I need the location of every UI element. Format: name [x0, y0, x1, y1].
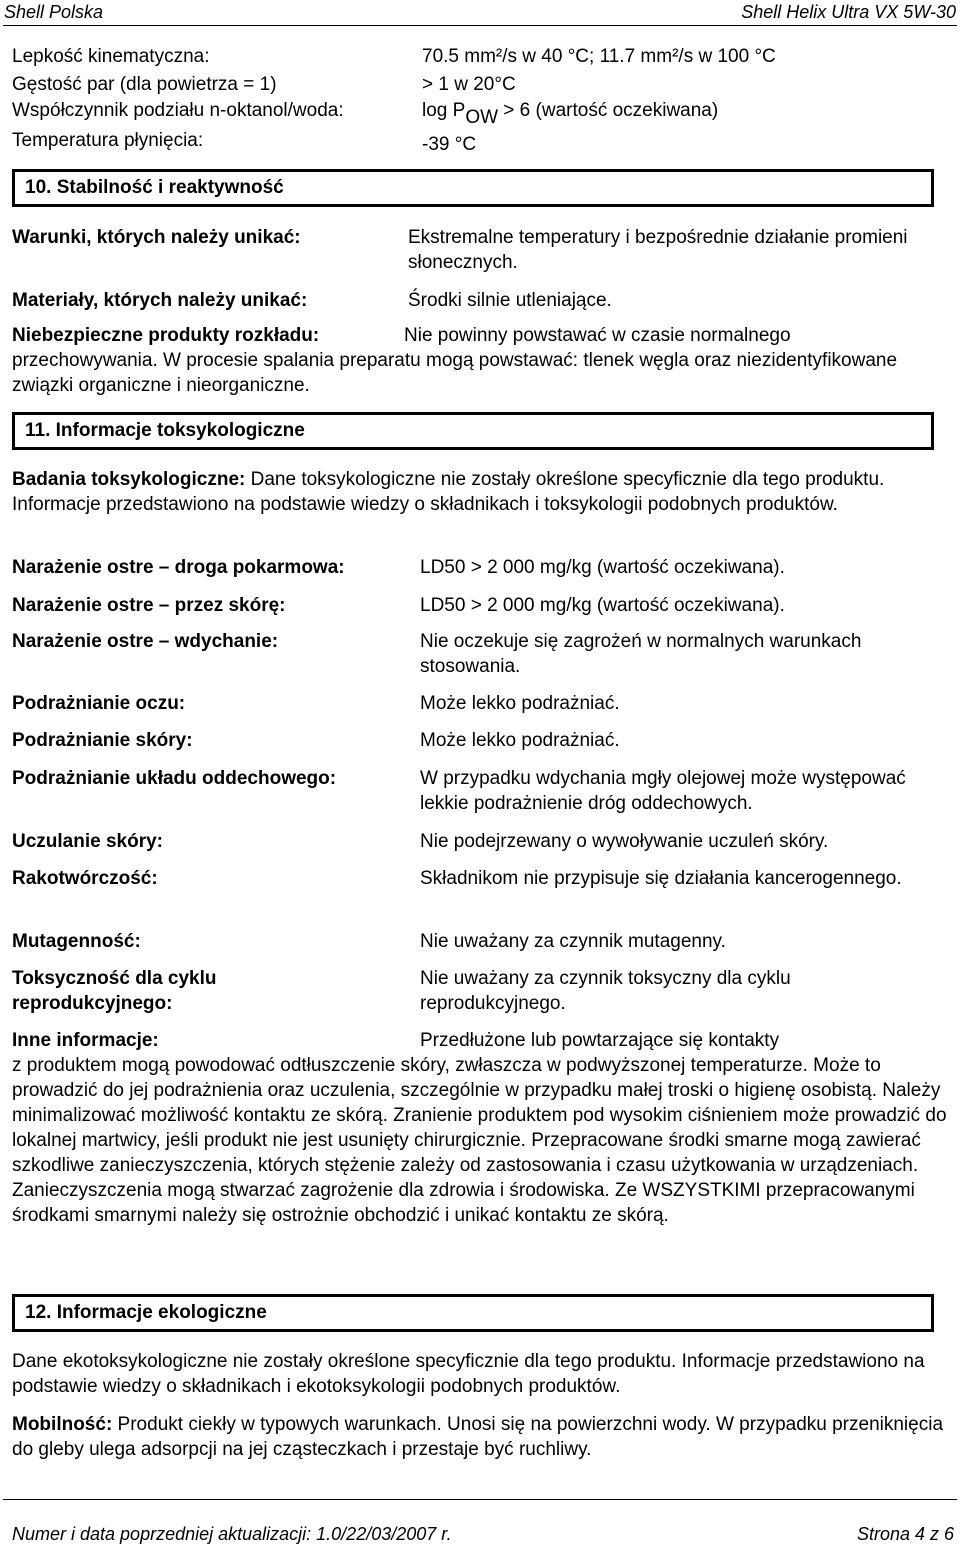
tox-label-mutagenicity: Mutagenność: [12, 931, 141, 952]
tox-studies-paragraph [12, 467, 952, 517]
page-footer [0, 1522, 960, 1546]
tox-value-mutagenicity: Nie uważany za czynnik mutagenny. [420, 931, 726, 952]
prop-value-viscosity: 70.5 mm²/s w 40 °C; 11.7 mm²/s w 100 °C [422, 46, 776, 67]
tox-label-skin: Podrażnianie skóry: [12, 730, 193, 751]
tox-value-reproductive: Nie uważany za czynnik toksyczny dla cyklu reprodukcyjnego. [420, 968, 791, 1014]
tox-studies-label: Badania toksykologiczne: [12, 469, 246, 490]
prop-label-partition: Współczynnik podziału n-oktanol/woda: [12, 100, 344, 121]
section-11-heading: 11. Informacje toksykologiczne [12, 412, 934, 450]
mobility-text: Produkt ciekły w typowych warunkach. Unosi się na powierzchni wody. W przypadku przeniknięcia do gleby ulega adsorpcji na jej cząsteczkach i przestaje być ruchliwy. [12, 1414, 944, 1460]
eco-intro-text: Dane ekotoksykologiczne nie zostały określone specyficznie dla tego produktu. Informacje przedstawiono na podstawie wiedzy o składnikach i ekotoksykologii podobnych produktów. [12, 1351, 925, 1397]
tox-label-sensitisation: Uczulanie skóry: [12, 831, 163, 852]
tox-value-dermal: LD50 > 2 000 mg/kg (wartość oczekiwana). [420, 595, 785, 616]
decomposition-label: Niebezpieczne produkty rozkładu: [12, 325, 320, 346]
tox-value-carcinogenicity: Składnikom nie przypisuje się działania kancerogennego. [420, 868, 902, 889]
decomposition-value-rest: przechowywania. W procesie spalania preparatu mogą powstawać: tlenek węgla oraz niezidentyfikowane związki organiczne i nieorganiczne. [12, 350, 898, 396]
footer-page-number: Strona 4 z 6 [856, 1524, 954, 1544]
tox-label-carcinogenicity: Rakotwórczość: [12, 868, 158, 889]
prop-value-pour-point: -39 °C [422, 134, 477, 155]
page-header [0, 0, 960, 24]
tox-value-skin: Może lekko podrażniać. [420, 730, 620, 751]
tox-label-oral: Narażenie ostre – droga pokarmowa: [12, 557, 345, 578]
mobility-paragraph [12, 1412, 952, 1462]
tox-value-respiratory: W przypadku wdychania mgły olejowej może występować lekkie podrażnienie dróg oddechowych. [420, 768, 906, 814]
tox-label-respiratory: Podrażnianie układu oddechowego: [12, 768, 337, 789]
tox-value-eye: Może lekko podrażniać. [420, 693, 620, 714]
footer-revision: Numer i data poprzedniej aktualizacji: 1.0/22/03/2007 r. [12, 1524, 452, 1544]
tox-studies-text: Dane toksykologiczne nie zostały określone specyficznie dla tego produktu. Informacje przedstawiono na podstawie wiedzy o składnikach i toksykologii podobnych produktów. [12, 469, 885, 515]
section-10-heading: 10. Stabilność i reaktywność [12, 169, 934, 207]
tox-value-sensitisation: Nie podejrzewany o wywoływanie uczuleń skóry. [420, 831, 829, 852]
decomposition-value-first: Nie powinny powstawać w czasie normalnego [404, 325, 791, 346]
other-info-text: z produktem mogą powodować odtłuszczenie skóry, zwłaszcza w podwyższonej temperaturze. Może to prowadzić do jej podrażnienia oraz uczulenia, szczególnie w przypadku małej troski o higienę osobistą. Należy minimalizować możliwość kontaktu ze skórą. Zranienie produktem pod wysokim ciśnieniem może prowadzić do lokalnej martwicy, jeśli produkt nie jest usunięty chirurgicznie. Przepracowane środki smarne mogą zawierać szkodliwe zanieczyszczenia, których stężenie zależy od zastosowania i czasu użytkowania w urządzeniach. Zanieczyszczenia mogą stwarzać zagrożenie dla zdrowia i środowiska. Ze WSZYSTKIMI przepracowanymi środkami smarnymi należy się ostrożnie obchodzić i unikać kontaktu ze skórą. [12, 1055, 947, 1226]
tox-label-eye: Podrażnianie oczu: [12, 693, 186, 714]
conditions-label: Warunki, których należy unikać: [12, 227, 301, 248]
footer-rule [3, 1499, 957, 1500]
header-company: Shell Polska [4, 2, 104, 22]
tox-label-dermal: Narażenie ostre – przez skórę: [12, 595, 286, 616]
materials-value: Środki silnie utleniające. [408, 290, 612, 311]
section-12-heading: 12. Informacje ekologiczne [12, 1294, 934, 1332]
prop-value-vapour-density: > 1 w 20°C [422, 74, 516, 95]
tox-label-inhalation: Narażenie ostre – wdychanie: [12, 631, 279, 652]
conditions-value: Ekstremalne temperatury i bezpośrednie działanie promieni słonecznych. [408, 227, 908, 273]
header-product: Shell Helix Ultra VX 5W-30 [741, 2, 956, 22]
mobility-label: Mobilność: [12, 1414, 113, 1435]
header-rule [3, 25, 957, 26]
other-info-first-line: Przedłużone lub powtarzające się kontakty [420, 1030, 780, 1051]
prop-label-viscosity: Lepkość kinematyczna: [12, 46, 210, 67]
prop-label-vapour-density: Gęstość par (dla powietrza = 1) [12, 74, 277, 95]
other-info-label: Inne informacje: [12, 1030, 159, 1051]
prop-value-partition: $\log P_{OW} > 6$ (wartość oczekiwana) [422, 100, 719, 128]
materials-label: Materiały, których należy unikać: [12, 290, 308, 311]
tox-value-inhalation: Nie oczekuje się zagrożeń w normalnych warunkach stosowania. [420, 631, 862, 677]
prop-label-pour-point: Temperatura płynięcia: [12, 130, 204, 151]
tox-value-oral: LD50 > 2 000 mg/kg (wartość oczekiwana). [420, 557, 785, 578]
tox-label-reproductive: Toksyczność dla cyklu reprodukcyjnego: [12, 968, 217, 1014]
